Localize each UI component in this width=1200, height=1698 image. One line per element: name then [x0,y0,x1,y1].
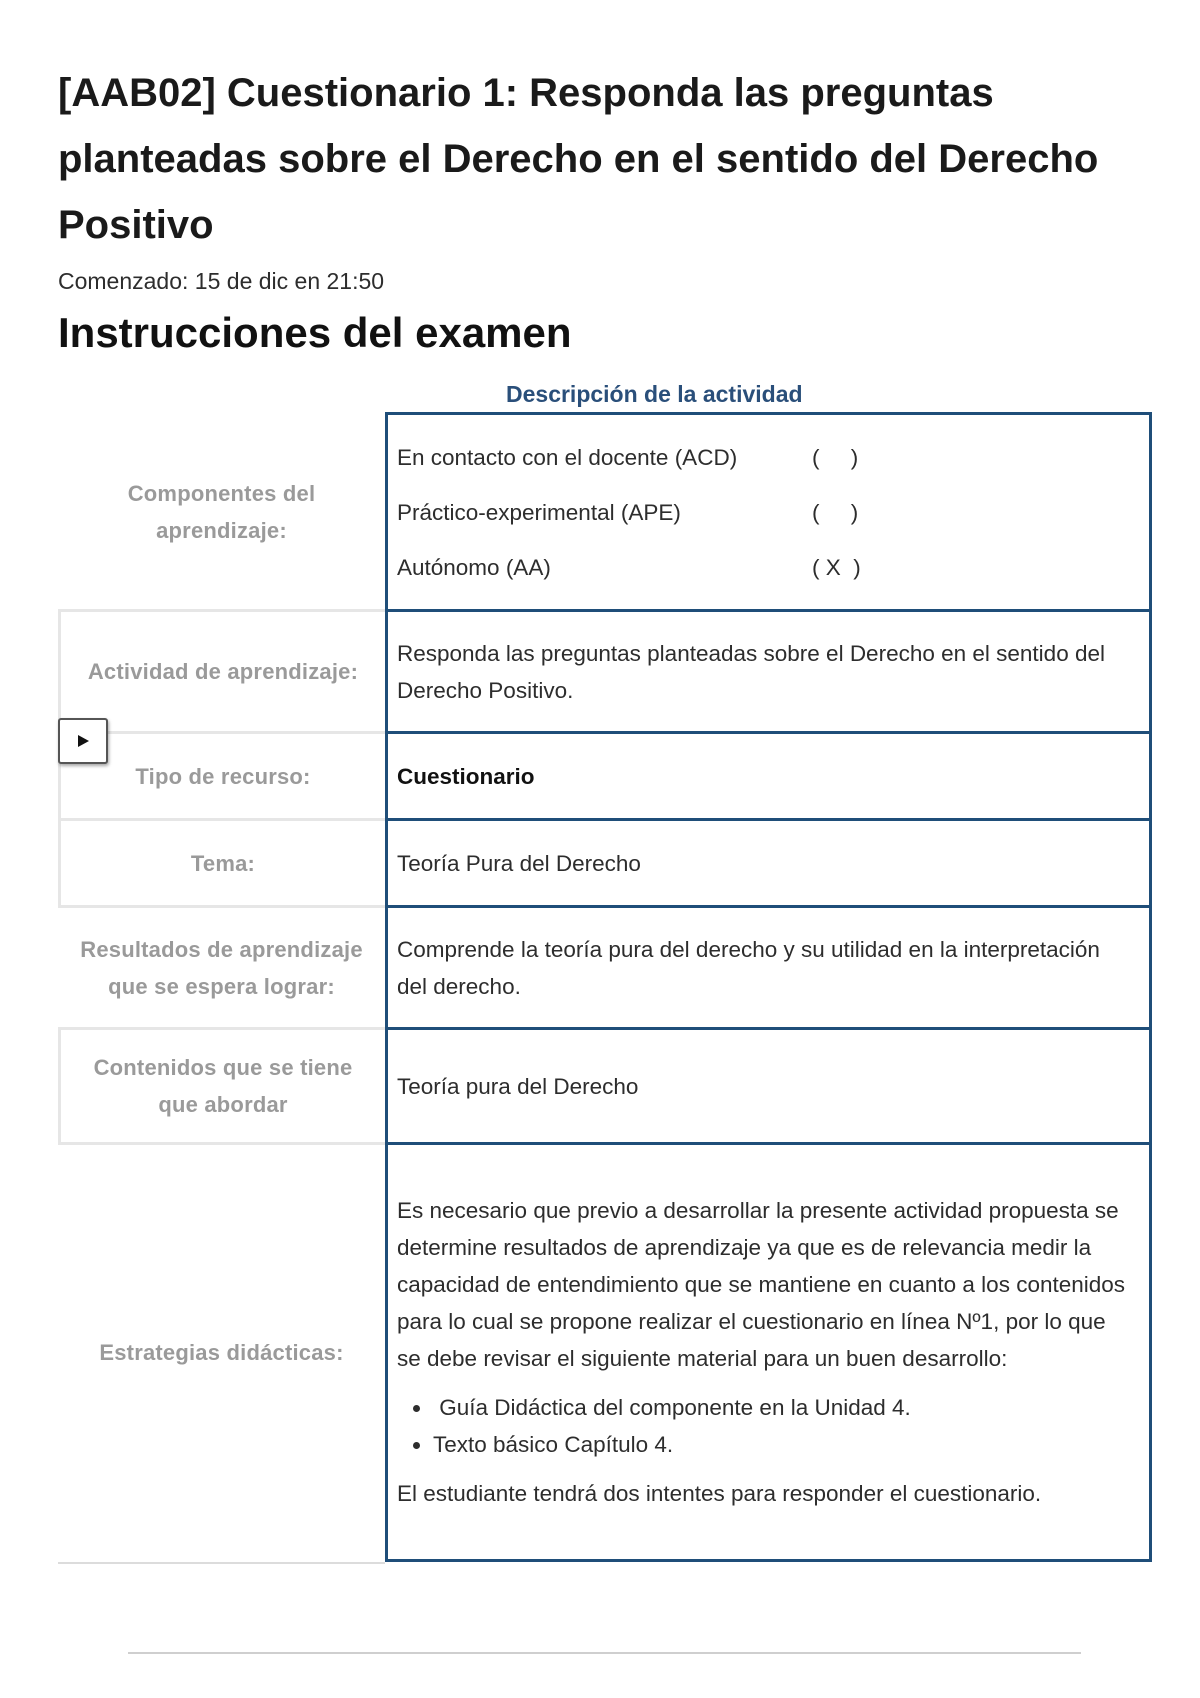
strategies-cell [385,1142,1152,1562]
row-label: Tipo de recurso: [58,731,385,821]
strategies-note: El estudiante tendrá dos intentes para responder el cuestionario. [397,1481,1042,1506]
outcomes-text: Comprende la teoría pura del derecho y su utilidad en la interpretación del derecho. [397,936,1100,999]
components-cell [385,412,1152,612]
resource-text: Cuestionario [397,763,535,789]
footer-divider [128,1652,1081,1654]
instructions-heading: Instrucciones del examen [58,309,572,356]
topic-cell [385,818,1152,908]
activity-text: Responda las preguntas planteadas sobre el Derecho en el sentido del Derecho Positivo. [397,640,1105,703]
table-row [58,905,1152,1030]
row-label: Tema: [58,818,385,908]
component-line [397,540,1135,595]
component-mark: ( ) [812,499,859,525]
list-item: • Texto básico Capítulo 4. [433,1426,1135,1463]
component-line [397,430,1135,485]
component-name: En contacto con el docente (ACD) [397,444,738,470]
outcomes-cell [385,905,1152,1030]
list-item: • Guía Didáctica del componente en la Unidad 4. [433,1389,1135,1426]
table-row [58,818,1152,908]
contents-text: Teoría pura del Derecho [397,1073,639,1099]
row-label: Actividad de aprendizaje: [58,609,385,734]
component-mark: ( ) [812,444,859,470]
materials-list [397,1389,1135,1463]
table-bottom-divider [58,1562,385,1564]
topic-text: Teoría Pura del Derecho [397,850,641,876]
component-name: Autónomo (AA) [397,554,551,580]
table-row [58,1142,1152,1562]
quiz-title: [AAB02] Cuestionario 1: Responda las preguntas planteadas sobre el Derecho en el sentido del Derecho Positivo [58,71,1099,247]
component-name: Práctico-experimental (APE) [397,499,681,525]
component-mark: ( X ) [812,554,861,580]
play-button[interactable] [58,718,108,764]
contents-cell [385,1027,1152,1145]
row-label: Componentes del aprendizaje: [127,481,316,543]
activity-cell [385,609,1152,734]
row-label: Estrategias didácticas: [99,1339,344,1365]
table-row [58,1027,1152,1145]
resource-cell [385,731,1152,821]
table-row [58,731,1152,821]
quiz-start-time: Comenzado: 15 de dic en 21:50 [58,268,385,294]
table-row [58,609,1152,734]
table-row [58,412,1152,612]
play-icon [76,734,90,748]
component-line [397,485,1135,540]
table-caption: Descripción de la actividad [506,381,803,407]
row-label: Contenidos que se tiene que abordar [58,1027,385,1145]
row-label: Resultados de aprendizaje que se espera lograr: [80,936,363,999]
strategies-intro: Es necesario que previo a desarrollar la presente actividad propuesta se determine resultados de aprendizaje ya que es de relevancia medir la capacidad de entendimiento que se mantiene en cuanto a los contenidos para lo cual se propone realizar el cuestionario en línea Nº1, por lo que se debe revisar el siguiente material para un buen desarrollo: [397,1198,1126,1371]
